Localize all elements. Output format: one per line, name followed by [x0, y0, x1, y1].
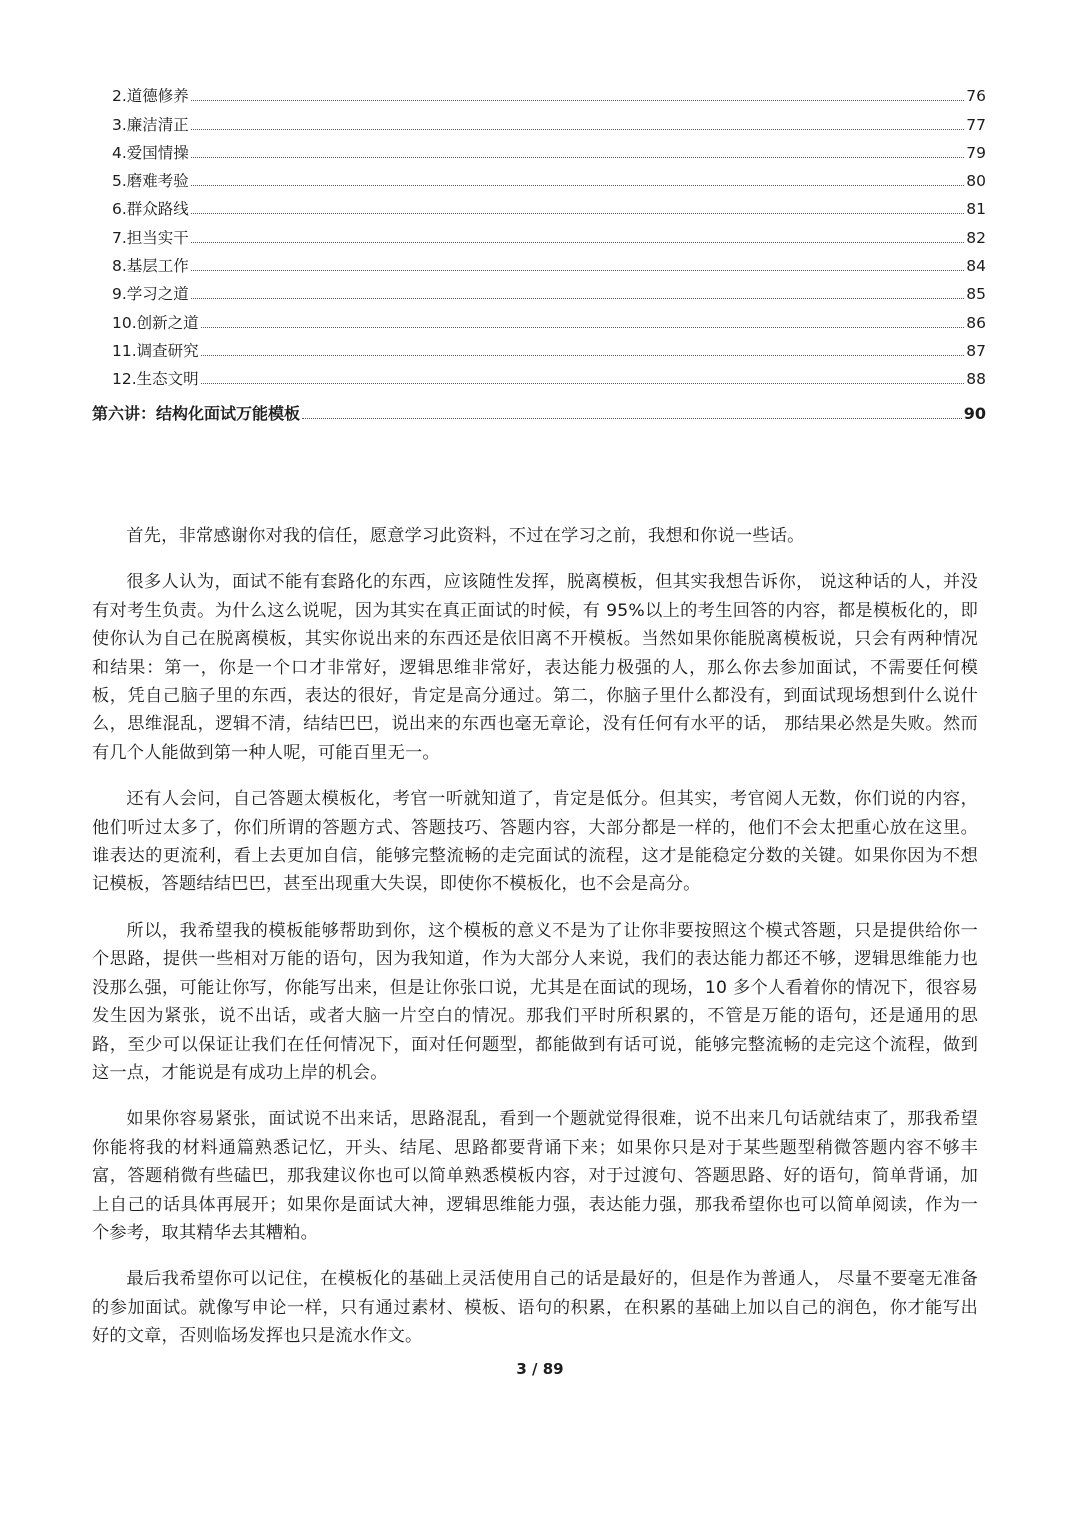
- toc-entry[interactable]: [92, 248, 986, 276]
- toc-leader-dots: [191, 213, 964, 214]
- toc-entry-page: 82: [966, 228, 986, 247]
- toc-entry[interactable]: [92, 191, 986, 219]
- toc-entry-label: 8.基层工作: [112, 257, 189, 276]
- toc-entry[interactable]: [92, 135, 986, 163]
- toc-entry-label: 12.生态文明: [112, 370, 199, 389]
- paragraph: 最后我希望你可以记住，在模板化的基础上灵活使用自己的话是最好的，但是作为普通人， 尽量不要毫无准备的参加面试。就像写申论一样，只有通过素材、模板、语句的积累，在积累的基础上加以自己的润色，你才能写出好的文章，否则临场发挥也只是流水作文。: [92, 1269, 978, 1347]
- toc-chapter-page: 90: [963, 403, 986, 423]
- body-text: [92, 522, 978, 1369]
- toc-entry-label: 3.廉洁清正: [112, 115, 189, 134]
- toc-chapter-label: 第六讲：结构化面试万能模板: [92, 403, 301, 423]
- toc-entry-label: 4.爱国情操: [112, 143, 189, 162]
- toc-leader-dots: [191, 157, 964, 158]
- toc-leader-dots: [191, 100, 964, 101]
- toc-entry[interactable]: [92, 163, 986, 191]
- toc-entry-page: 86: [966, 313, 986, 332]
- toc-entry-label: 11.调查研究: [112, 341, 199, 360]
- toc-leader-dots: [201, 327, 965, 328]
- toc-entry[interactable]: [92, 361, 986, 389]
- toc-leader-dots: [191, 270, 964, 271]
- toc-entry-label: 9.学习之道: [112, 285, 189, 304]
- toc-entry-label: 7.担当实干: [112, 228, 189, 247]
- toc-entry-label: 2.道德修养: [112, 87, 189, 106]
- toc-entry-label: 10.创新之道: [112, 313, 199, 332]
- toc-chapter-entry[interactable]: [92, 395, 986, 423]
- paragraph: 还有人会问，自己答题太模板化，考官一听就知道了，肯定是低分。但其实，考官阅人无数，你们说的内容，他们听过太多了，你们所谓的答题方式、答题技巧、答题内容，大部分都是一样的，他们不会太把重心放在这里。谁表达的更流利，看上去更加自信，能够完整流畅的走完面试的流程，这才是能稳定分数的关键。如果你因为不想记模板，答题结结巴巴，甚至出现重大失误，即使你不模板化，也不会是高分。: [92, 789, 978, 895]
- toc-leader-dots: [191, 185, 964, 186]
- toc-entry-page: 87: [966, 341, 986, 360]
- toc-entry-page: 77: [966, 115, 986, 134]
- table-of-contents: [92, 78, 986, 424]
- paragraph: 所以，我希望我的模板能够帮助到你，这个模板的意义不是为了让你非要按照这个模式答题，只是提供给你一个思路，提供一些相对万能的语句，因为我知道，作为大部分人来说，我们的表达能力都还不够，逻辑思维能力也没那么强，可能让你写，你能写出来，但是让你张口说，尤其是在面试的现场，10 多个人看着你的情况下，很容易发生因为紧张，说不出话，或者大脑一片空白的情况。那我们平时所积累的，不管是万能的语句，还是通用的思路，至少可以保证让我们在任何情况下，面对任何题型，都能做到有话可说，能够完整流畅的走完这个流程，做到这一点，才能说是有成功上岸的机会。: [92, 920, 978, 1083]
- toc-entry-page: 85: [966, 285, 986, 304]
- toc-entry[interactable]: [92, 333, 986, 361]
- toc-leader-dots: [201, 355, 965, 356]
- paragraph: 首先，非常感谢你对我的信任，愿意学习此资料，不过在学习之前，我想和你说一些话。: [126, 526, 805, 546]
- toc-leader-dots: [302, 418, 962, 419]
- toc-entry-page: 88: [966, 370, 986, 389]
- toc-entry-label: 6.群众路线: [112, 200, 189, 219]
- toc-entry[interactable]: [92, 276, 986, 304]
- toc-entry-page: 79: [966, 143, 986, 162]
- toc-leader-dots: [191, 298, 964, 299]
- toc-entry[interactable]: [92, 219, 986, 247]
- toc-entry-page: 84: [966, 257, 986, 276]
- toc-entry[interactable]: [92, 106, 986, 134]
- page-indicator: 3 / 89: [516, 1360, 564, 1378]
- toc-entry-page: 81: [966, 200, 986, 219]
- toc-entry[interactable]: [92, 78, 986, 106]
- toc-entry[interactable]: [92, 304, 986, 332]
- toc-entry-page: 76: [966, 87, 986, 106]
- toc-entry-label: 5.磨难考验: [112, 172, 189, 191]
- toc-entry-page: 80: [966, 172, 986, 191]
- toc-leader-dots: [191, 129, 964, 130]
- paragraph: 如果你容易紧张，面试说不出来话，思路混乱，看到一个题就觉得很难，说不出来几句话就结束了，那我希望你能将我的材料通篇熟悉记忆，开头、结尾、思路都要背诵下来；如果你只是对于某些题型稍微答题内容不够丰富，答题稍微有些磕巴，那我建议你也可以简单熟悉模板内容，对于过渡句、答题思路、好的语句，简单背诵，加上自己的话具体再展开；如果你是面试大神，逻辑思维能力强，表达能力强，那我希望你也可以简单阅读，作为一个参考，取其精华去其糟粕。: [92, 1109, 978, 1243]
- toc-leader-dots: [201, 383, 965, 384]
- paragraph: 很多人认为，面试不能有套路化的东西，应该随性发挥，脱离模板，但其实我想告诉你， 说这种话的人，并没有对考生负责。为什么这么说呢，因为其实在真正面试的时候，有 95%以上的考生回答的内容，都是模板化的，即使你认为自己在脱离模板，其实你说出来的东西还是依旧离不开模板。当然如果你能脱离模板说，只会有两种情况和结果：第一，你是一个口才非常好，逻辑思维非常好，表达能力极强的人，那么你去参加面试，不需要任何模板，凭自己脑子里的东西，表达的很好，肯定是高分通过。第二，你脑子里什么都没有，到面试现场想到什么说什么，思维混乱，逻辑不清，结结巴巴，说出来的东西也毫无章论，没有任何有水平的话， 那结果必然是失败。然而有几个人能做到第一种人呢，可能百里无一。: [92, 572, 978, 763]
- toc-leader-dots: [191, 242, 964, 243]
